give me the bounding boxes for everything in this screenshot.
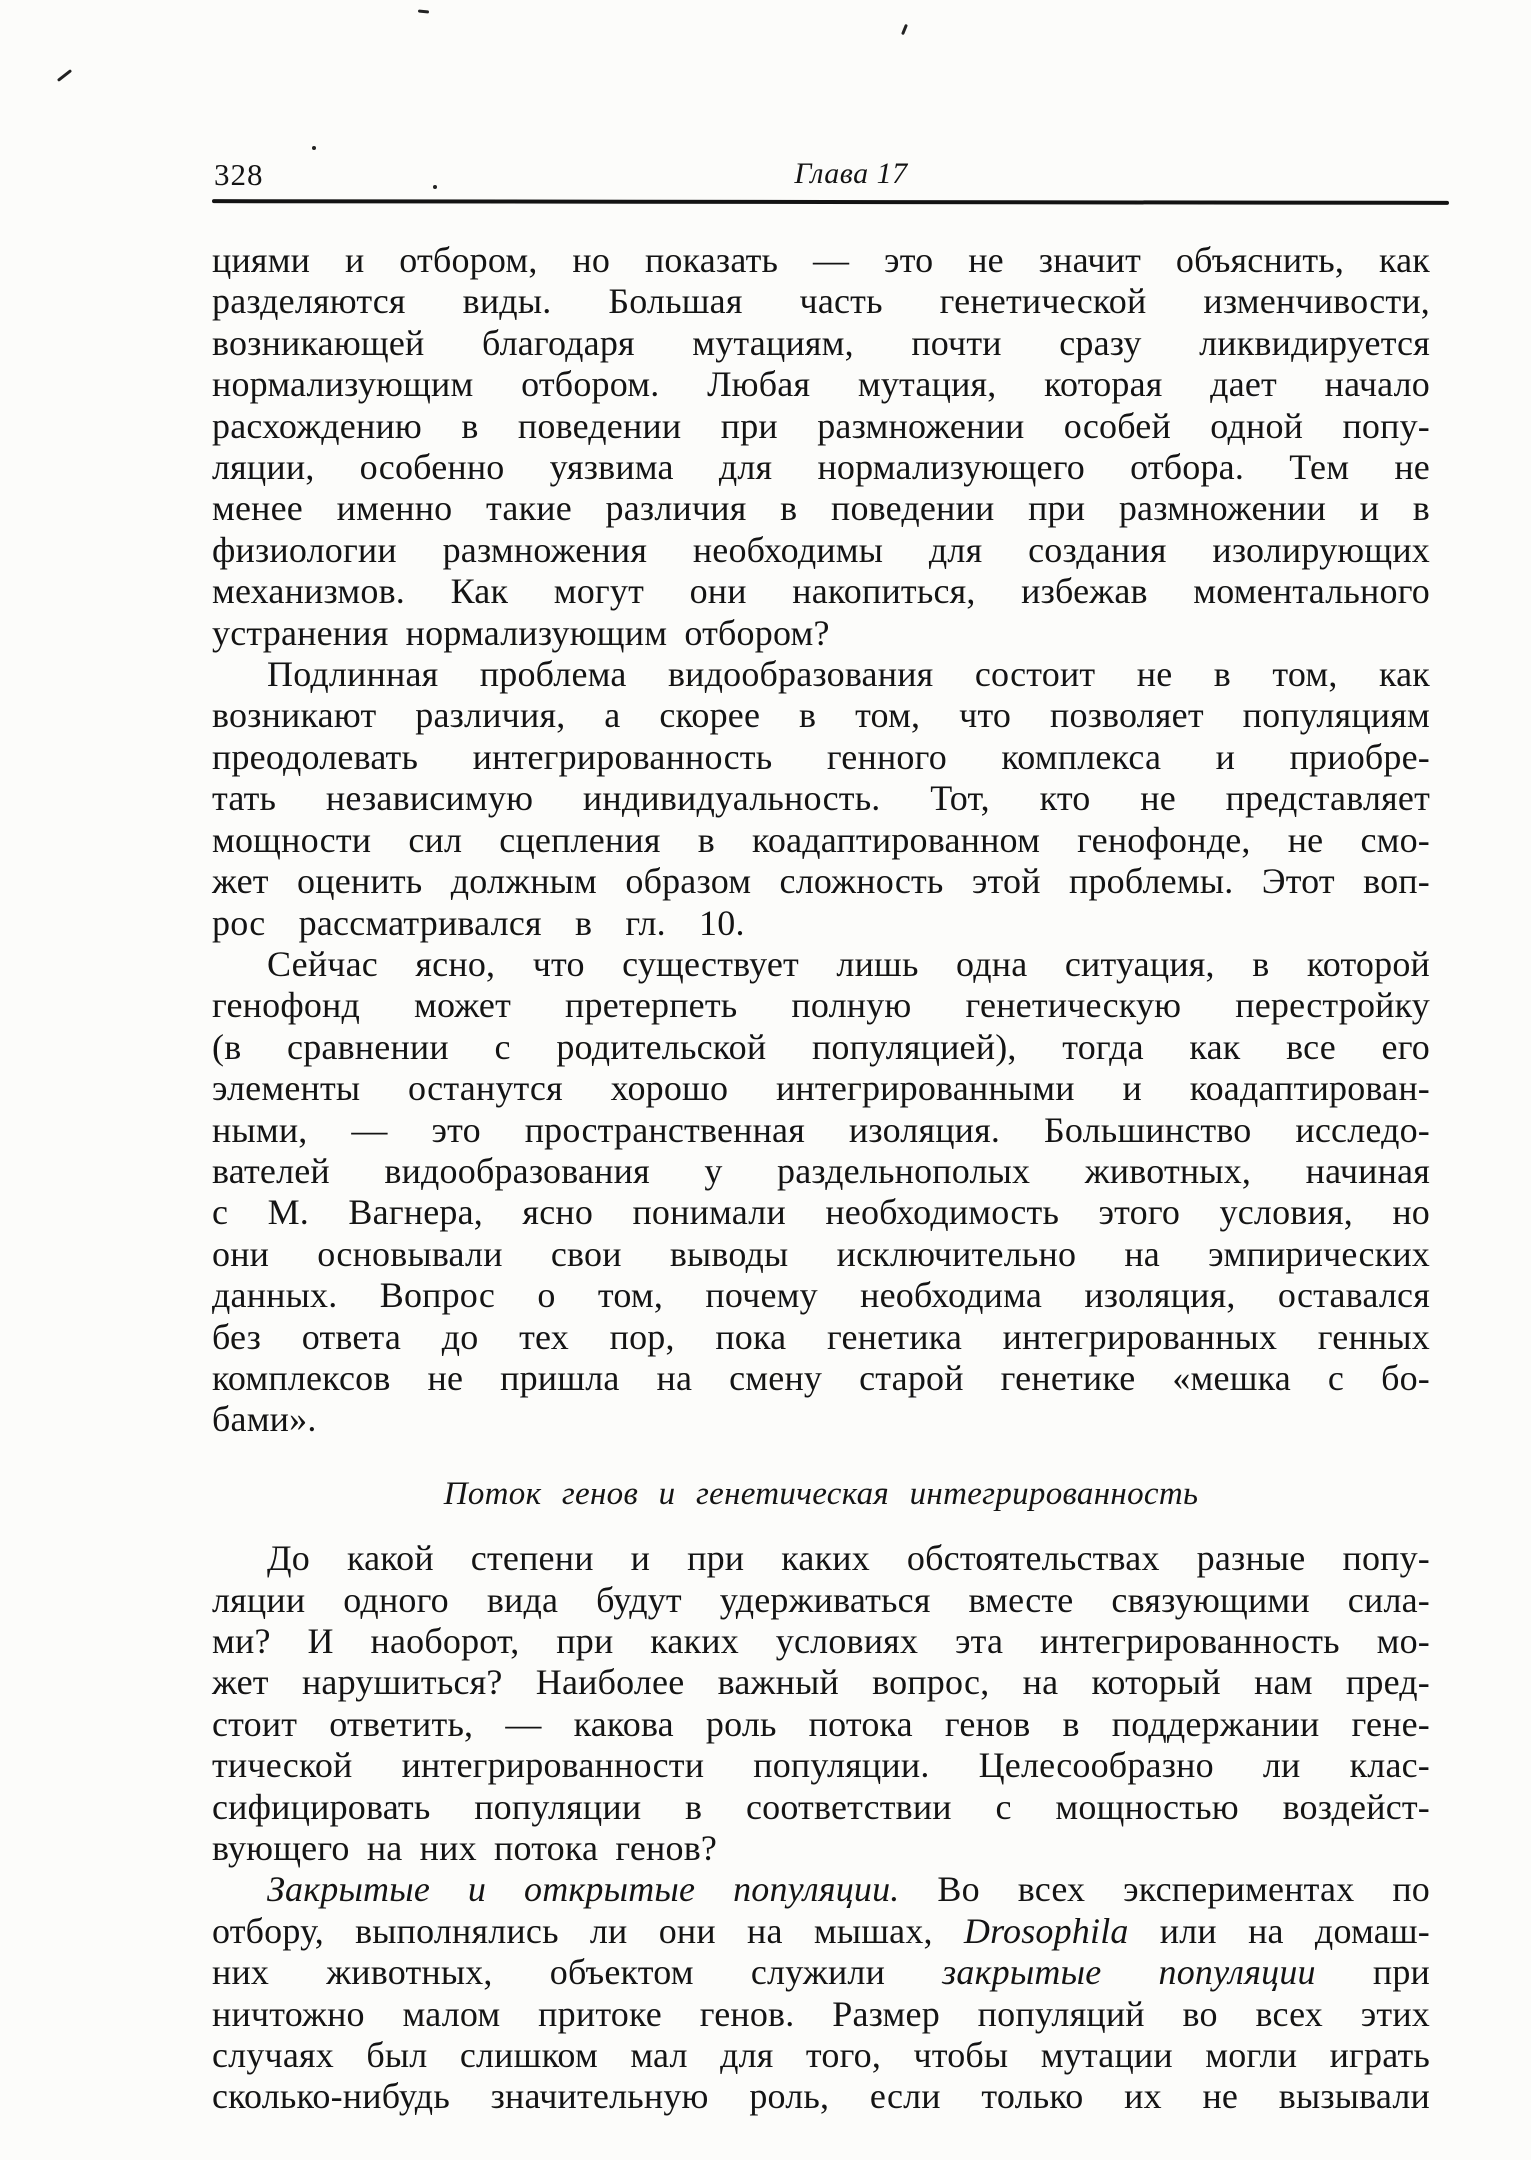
- text-segment: ными, — это пространственная изоляция. Большинство исследо-: [212, 1109, 1430, 1150]
- text-line: [212, 1869, 1430, 1910]
- text-line: [212, 488, 1430, 529]
- page-body: [212, 240, 1430, 2118]
- text-segment: комплексов не пришла на смену старой генетике «мешка с бо-: [212, 1357, 1430, 1398]
- text-segment: ляции одного вида будут удерживаться вместе связующими сила-: [212, 1579, 1430, 1620]
- scan-artifact: [901, 24, 908, 35]
- text-line: [212, 1580, 1430, 1621]
- text-line: [212, 1621, 1430, 1662]
- text-line: [212, 944, 1430, 985]
- text-segment: без ответа до тех пор, пока генетика интегрированных генных: [212, 1316, 1430, 1357]
- text-line: [212, 1704, 1430, 1745]
- text-line: [212, 1317, 1430, 1358]
- page-number: 328: [214, 157, 264, 192]
- text-line: [212, 364, 1430, 405]
- header-rule: [212, 199, 1449, 205]
- text-segment: Во всех экспериментах по: [899, 1869, 1430, 1910]
- text-segment: стоит ответить, — какова роль потока генов в поддержании гене-: [212, 1703, 1430, 1744]
- text-segment: мощности сил сцепления в коадаптированном генофонде, не смо-: [212, 819, 1430, 860]
- text-segment: физиологии размножения необходимы для создания изолирующих: [212, 529, 1430, 570]
- text-line: [212, 1994, 1430, 2035]
- text-line: [212, 1275, 1430, 1316]
- text-line: [212, 654, 1430, 695]
- text-segment: ми? И наоборот, при каких условиях эта интегрированность мо-: [212, 1621, 1430, 1661]
- section-heading: Поток генов и генетическая интегрированность: [443, 1475, 1199, 1512]
- text-line: [212, 1662, 1430, 1703]
- text-line: [212, 447, 1430, 488]
- running-title: Глава 17: [794, 157, 908, 190]
- text-segment: возникающей благодаря мутациям, почти сразу ликвидируется: [212, 322, 1430, 363]
- text-segment: них животных, объектом служили: [212, 1952, 943, 1993]
- text-line: [212, 1399, 1430, 1440]
- text-segment: механизмов. Как могут они накопиться, избежав моментального: [212, 571, 1430, 612]
- text-line: [212, 2076, 1430, 2117]
- text-segment: нормализующим отбором. Любая мутация, которая дает начало: [212, 364, 1430, 405]
- text-line: [212, 737, 1430, 778]
- text-line: [212, 1828, 1430, 1869]
- page-header: [212, 155, 1430, 193]
- text-line: [212, 2035, 1430, 2076]
- text-segment: с М. Вагнера, ясно понимали необходимость этого условия, но: [212, 1192, 1430, 1233]
- text-line: [212, 1151, 1430, 1192]
- text-line: [212, 240, 1430, 281]
- text-segment: Подлинная проблема видообразования состоит не в том, как: [267, 654, 1430, 695]
- text-segment: бами».: [212, 1399, 317, 1440]
- text-segment: расхождению в поведении при размножении особей одной попу-: [212, 405, 1430, 446]
- scan-artifact: [312, 146, 316, 150]
- text-line: [212, 903, 1430, 944]
- text-line: [212, 1110, 1430, 1151]
- text-line: [212, 1952, 1430, 1993]
- scan-artifact: [418, 9, 429, 13]
- text-line: [212, 861, 1430, 902]
- text-line: [212, 1068, 1430, 1109]
- text-segment: Сейчас ясно, что существует лишь одна ситуация, в которой: [267, 943, 1430, 984]
- text-line: [212, 1234, 1430, 1275]
- text-line: [212, 571, 1430, 612]
- text-segment: или на домаш-: [1128, 1910, 1430, 1951]
- text-line: [212, 281, 1430, 322]
- text-line: [212, 530, 1430, 571]
- text-line: [212, 1358, 1430, 1399]
- text-line: [212, 1027, 1430, 1068]
- text-segment: До какой степени и при каких обстоятельствах разные попу-: [267, 1538, 1430, 1579]
- text-segment: тать независимую индивидуальность. Тот, кто не представляет: [212, 778, 1430, 819]
- text-segment: циями и отбором, но показать — это не значит объяснить, как: [212, 240, 1430, 280]
- text-line: [212, 985, 1430, 1026]
- text-segment: при: [1315, 1952, 1430, 1993]
- text-segment: элементы останутся хорошо интегрированными и коадаптирован-: [212, 1068, 1430, 1109]
- text-segment: сифицировать популяции в соответствии с мощностью воздейст-: [212, 1786, 1430, 1827]
- text-line: [212, 695, 1430, 736]
- text-line: [212, 1538, 1430, 1579]
- text-segment: рос рассматривался в гл. 10.: [212, 902, 745, 943]
- text-segment: менее именно такие различия в поведении при размножении и в: [212, 488, 1430, 529]
- text-segment: сколько-нибудь значительную роль, если только их не вызывали: [212, 2076, 1430, 2117]
- text-segment: они основывали свои выводы исключительно на эмпирических: [212, 1233, 1430, 1274]
- text-line: [212, 820, 1430, 861]
- text-segment: жет нарушиться? Наиболее важный вопрос, на который нам пред-: [212, 1662, 1430, 1703]
- italic-text: Закрытые и открытые популяции.: [267, 1869, 900, 1910]
- text-line: [212, 323, 1430, 364]
- text-segment: отбору, выполнялись ли они на мышах,: [212, 1910, 964, 1951]
- text-line: [212, 1787, 1430, 1828]
- text-segment: вующего на них потока генов?: [212, 1828, 718, 1869]
- text-segment: ляции, особенно уязвима для нормализующего отбора. Тем не: [212, 447, 1430, 488]
- text-segment: устранения нормализующим отбором?: [212, 612, 830, 653]
- text-line: [212, 1745, 1430, 1786]
- italic-text: закрытые популяции: [942, 1952, 1316, 1993]
- text-segment: разделяются виды. Большая часть генетической изменчивости,: [212, 281, 1430, 322]
- text-segment: преодолевать интегрированность генного комплекса и приобре-: [212, 736, 1430, 777]
- text-line: [212, 1192, 1430, 1233]
- text-segment: жет оценить должным образом сложность этой проблемы. Этот воп-: [212, 861, 1430, 902]
- scan-artifact: [57, 69, 72, 82]
- text-segment: ничтожно малом притоке генов. Размер популяций во всех этих: [212, 1993, 1430, 2034]
- text-line: [212, 778, 1430, 819]
- text-line: [212, 1911, 1430, 1952]
- text-segment: (в сравнении с родительской популяцией), тогда как все его: [212, 1026, 1430, 1067]
- text-line: [212, 613, 1430, 654]
- text-line: [212, 406, 1430, 447]
- text-segment: тической интегрированности популяции. Целесообразно ли клас-: [212, 1745, 1430, 1786]
- text-segment: данных. Вопрос о том, почему необходима изоляция, оставался: [212, 1275, 1430, 1316]
- text-segment: возникают различия, а скорее в том, что позволяет популяциям: [212, 695, 1430, 736]
- italic-text: Drosophila: [963, 1910, 1129, 1951]
- text-segment: случаях был слишком мал для того, чтобы мутации могли играть: [212, 2035, 1430, 2076]
- text-segment: вателей видообразования у раздельнополых животных, начиная: [212, 1150, 1430, 1191]
- text-segment: генофонд может претерпеть полную генетическую перестройку: [212, 985, 1430, 1026]
